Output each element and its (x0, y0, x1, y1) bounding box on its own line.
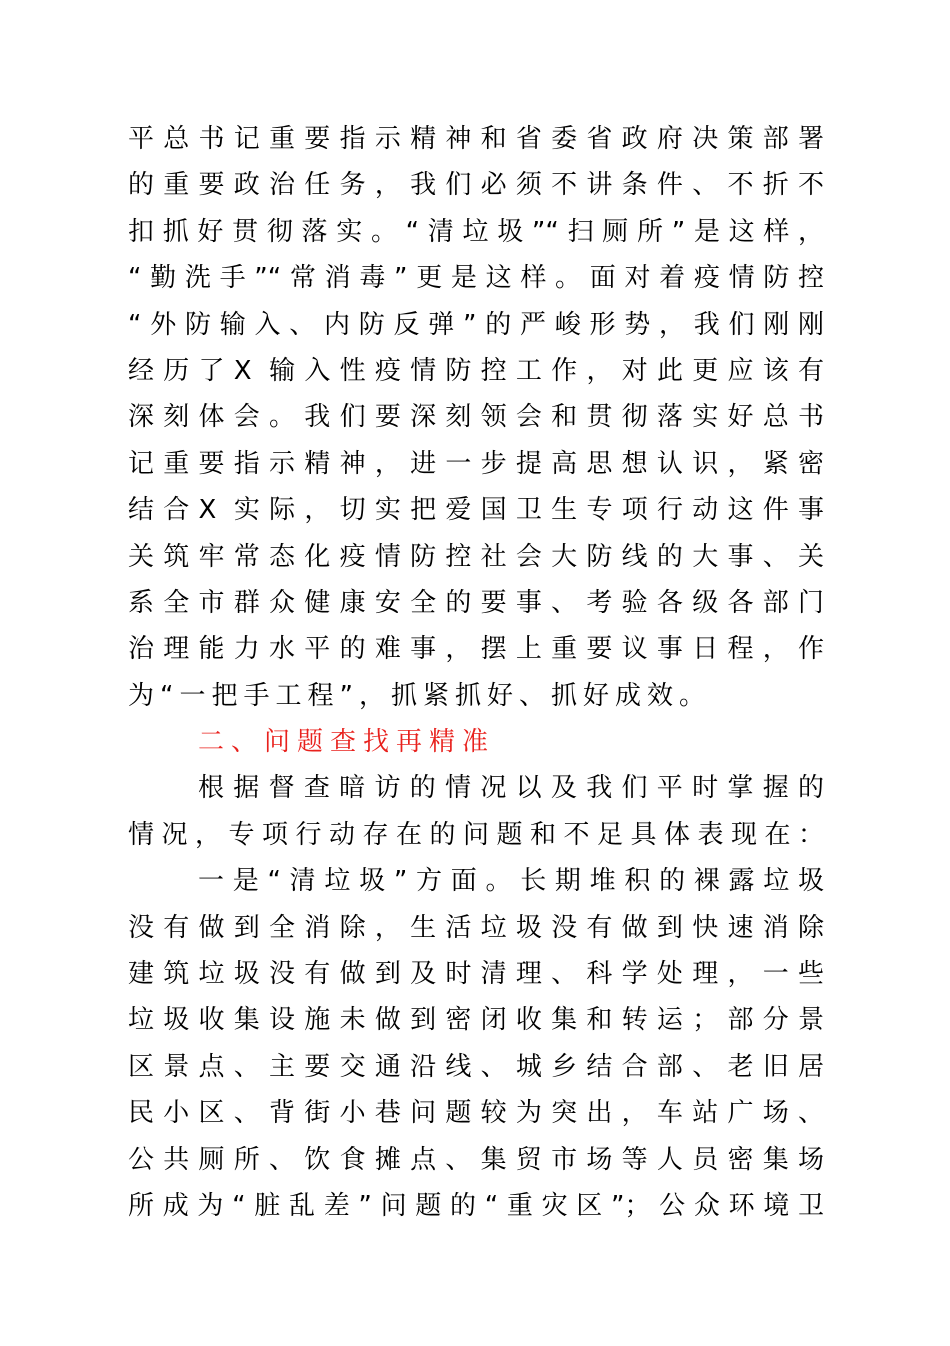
text-line: 一是“清垃圾”方面。长期堆积的裸露垃圾 (198, 866, 824, 897)
text-line: 扣抓好贯彻落实。“清垃圾”“扫厕所”是这样， (128, 216, 824, 247)
text-line: 治理能力水平的难事，摆上重要议事日程，作 (128, 634, 824, 665)
text-line: 平总书记重要指示精神和省委省政府决策部署 (128, 124, 824, 154)
text-line: 系全市群众健康安全的要事、考验各级各部门 (128, 587, 824, 618)
text-line: 记重要指示精神，进一步提高思想认识，紧密 (128, 448, 824, 479)
text-line: 经历了X 输入性疫情防控工作，对此更应该有 (128, 355, 824, 386)
text-line: 没有做到全消除，生活垃圾没有做到快速消除 (128, 912, 824, 943)
text-line: 公共厕所、饮食摊点、集贸市场等人员密集场 (128, 1144, 824, 1175)
text-line: 根据督查暗访的情况以及我们平时掌握的 (198, 773, 824, 804)
text-line: 深刻体会。我们要深刻领会和贯彻落实好总书 (128, 402, 824, 433)
text-line: “外防输入、内防反弹”的严峻形势，我们刚刚 (128, 309, 824, 340)
text-line: 垃圾收集设施未做到密闭收集和转运；部分景 (128, 1005, 824, 1036)
text-line: 民小区、背街小巷问题较为突出，车站广场、 (128, 1098, 824, 1129)
text-line: 所成为“脏乱差”问题的“重灾区”；公众环境卫 (128, 1190, 824, 1221)
section-heading: 二、问题查找再精准 (198, 727, 496, 758)
text-line: 为“一把手工程”，抓紧抓好、抓好成效。 (128, 680, 711, 711)
text-line: 情况，专项行动存在的问题和不足具体表现在： (128, 819, 824, 850)
text-line: “勤洗手”“常消毒”更是这样。面对着疫情防控 (128, 263, 824, 294)
document-body (128, 116, 824, 1229)
text-line: 建筑垃圾没有做到及时清理、科学处理，一些 (128, 959, 824, 990)
text-line: 的重要政治任务，我们必须不讲条件、不折不 (128, 170, 824, 201)
text-line: 关筑牢常态化疫情防控社会大防线的大事、关 (128, 541, 824, 572)
text-line: 区景点、主要交通沿线、城乡结合部、老旧居 (128, 1051, 824, 1082)
text-line: 结合X 实际，切实把爱国卫生专项行动这件事 (128, 495, 824, 526)
